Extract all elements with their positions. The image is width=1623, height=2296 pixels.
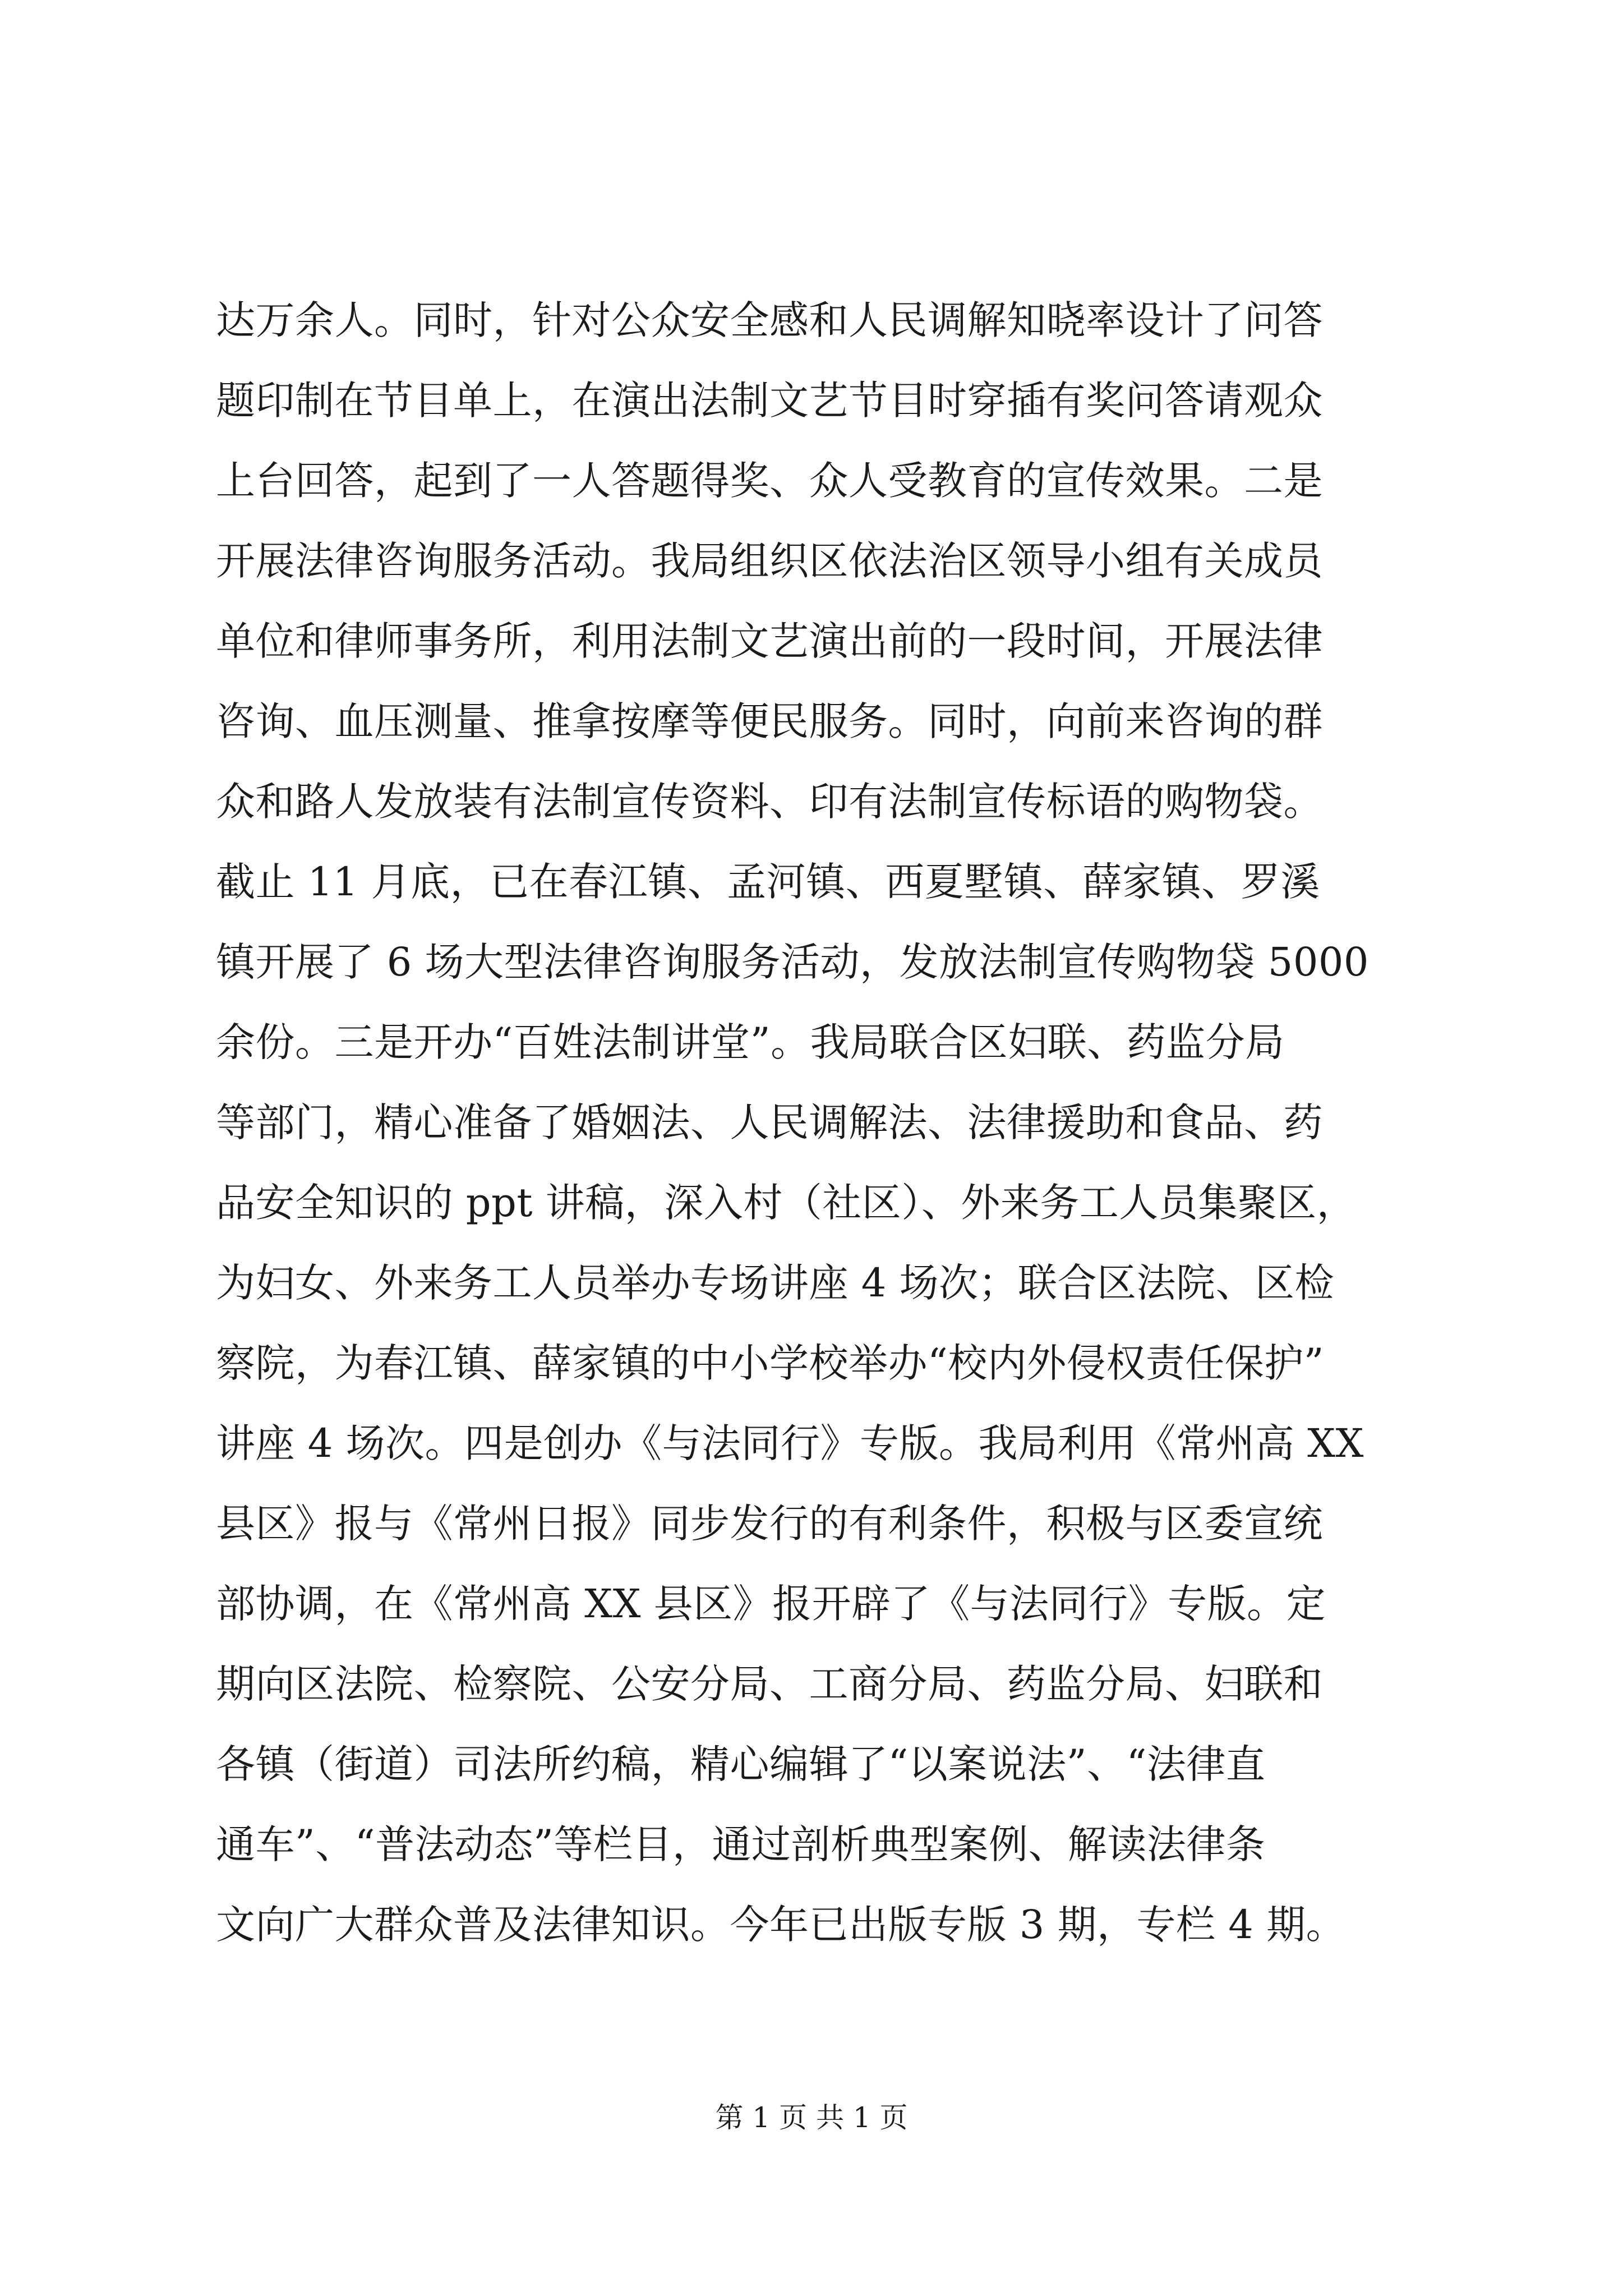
- text-line: 截止 11 月底，已在春江镇、孟河镇、西夏墅镇、薛家镇、罗溪: [216, 859, 1320, 905]
- text-line: 上台回答，起到了一人答题得奖、众人受教育的宣传效果。二是: [216, 458, 1323, 504]
- text-line: 讲座 4 场次。四是创办《与法同行》专版。我局利用《常州高 XX: [216, 1420, 1364, 1466]
- text-line: 单位和律师事务所，利用法制文艺演出前的一段时间，开展法律: [216, 618, 1323, 664]
- text-line: 等部门，精心准备了婚姻法、人民调解法、法律援助和食品、药: [216, 1099, 1323, 1145]
- text-line: 品安全知识的 ppt 讲稿，深入村（社区）、外来务工人员集聚区，: [216, 1180, 1357, 1226]
- text-line: 题印制在节目单上，在演出法制文艺节目时穿插有奖问答请观众: [216, 378, 1323, 424]
- page-number-footer: 第 1 页 共 1 页: [715, 2101, 908, 2134]
- text-line: 众和路人发放装有法制宣传资料、印有法制宣传标语的购物袋。: [216, 779, 1323, 825]
- text-line: 县区》报与《常州日报》同步发行的有利条件，积极与区委宣统: [216, 1501, 1323, 1547]
- text-line: 开展法律咨询服务活动。我局组织区依法治区领导小组有关成员: [216, 538, 1323, 584]
- text-line: 各镇（街道）司法所约稿，精心编辑了“以案说法”、“法律直: [216, 1741, 1266, 1787]
- body-text: [216, 280, 1427, 1965]
- text-line: 为妇女、外来务工人员举办专场讲座 4 场次；联合区法院、区检: [216, 1260, 1335, 1306]
- text-line: 咨询、血压测量、推拿按摩等便民服务。同时，向前来咨询的群: [216, 698, 1323, 744]
- text-line: 期向区法院、检察院、公安分局、工商分局、药监分局、妇联和: [216, 1661, 1323, 1707]
- text-line: 达万余人。同时，针对公众安全感和人民调解知晓率设计了问答: [216, 297, 1323, 343]
- text-line: 镇开展了 6 场大型法律咨询服务活动，发放法制宣传购物袋 5000: [216, 939, 1369, 985]
- text-line: 部协调，在《常州高 XX 县区》报开辟了《与法同行》专版。定: [216, 1581, 1326, 1627]
- text-line: 通车”、“普法动态”等栏目，通过剖析典型案例、解读法律条: [216, 1821, 1266, 1867]
- text-line: 余份。三是开办“百姓法制讲堂”。我局联合区妇联、药监分局: [216, 1019, 1285, 1065]
- text-line: 文向广大群众普及法律知识。今年已出版专版 3 期，专栏 4 期。: [216, 1902, 1346, 1948]
- text-line: 察院，为春江镇、薛家镇的中小学校举办“校内外侵权责任保护”: [216, 1340, 1325, 1386]
